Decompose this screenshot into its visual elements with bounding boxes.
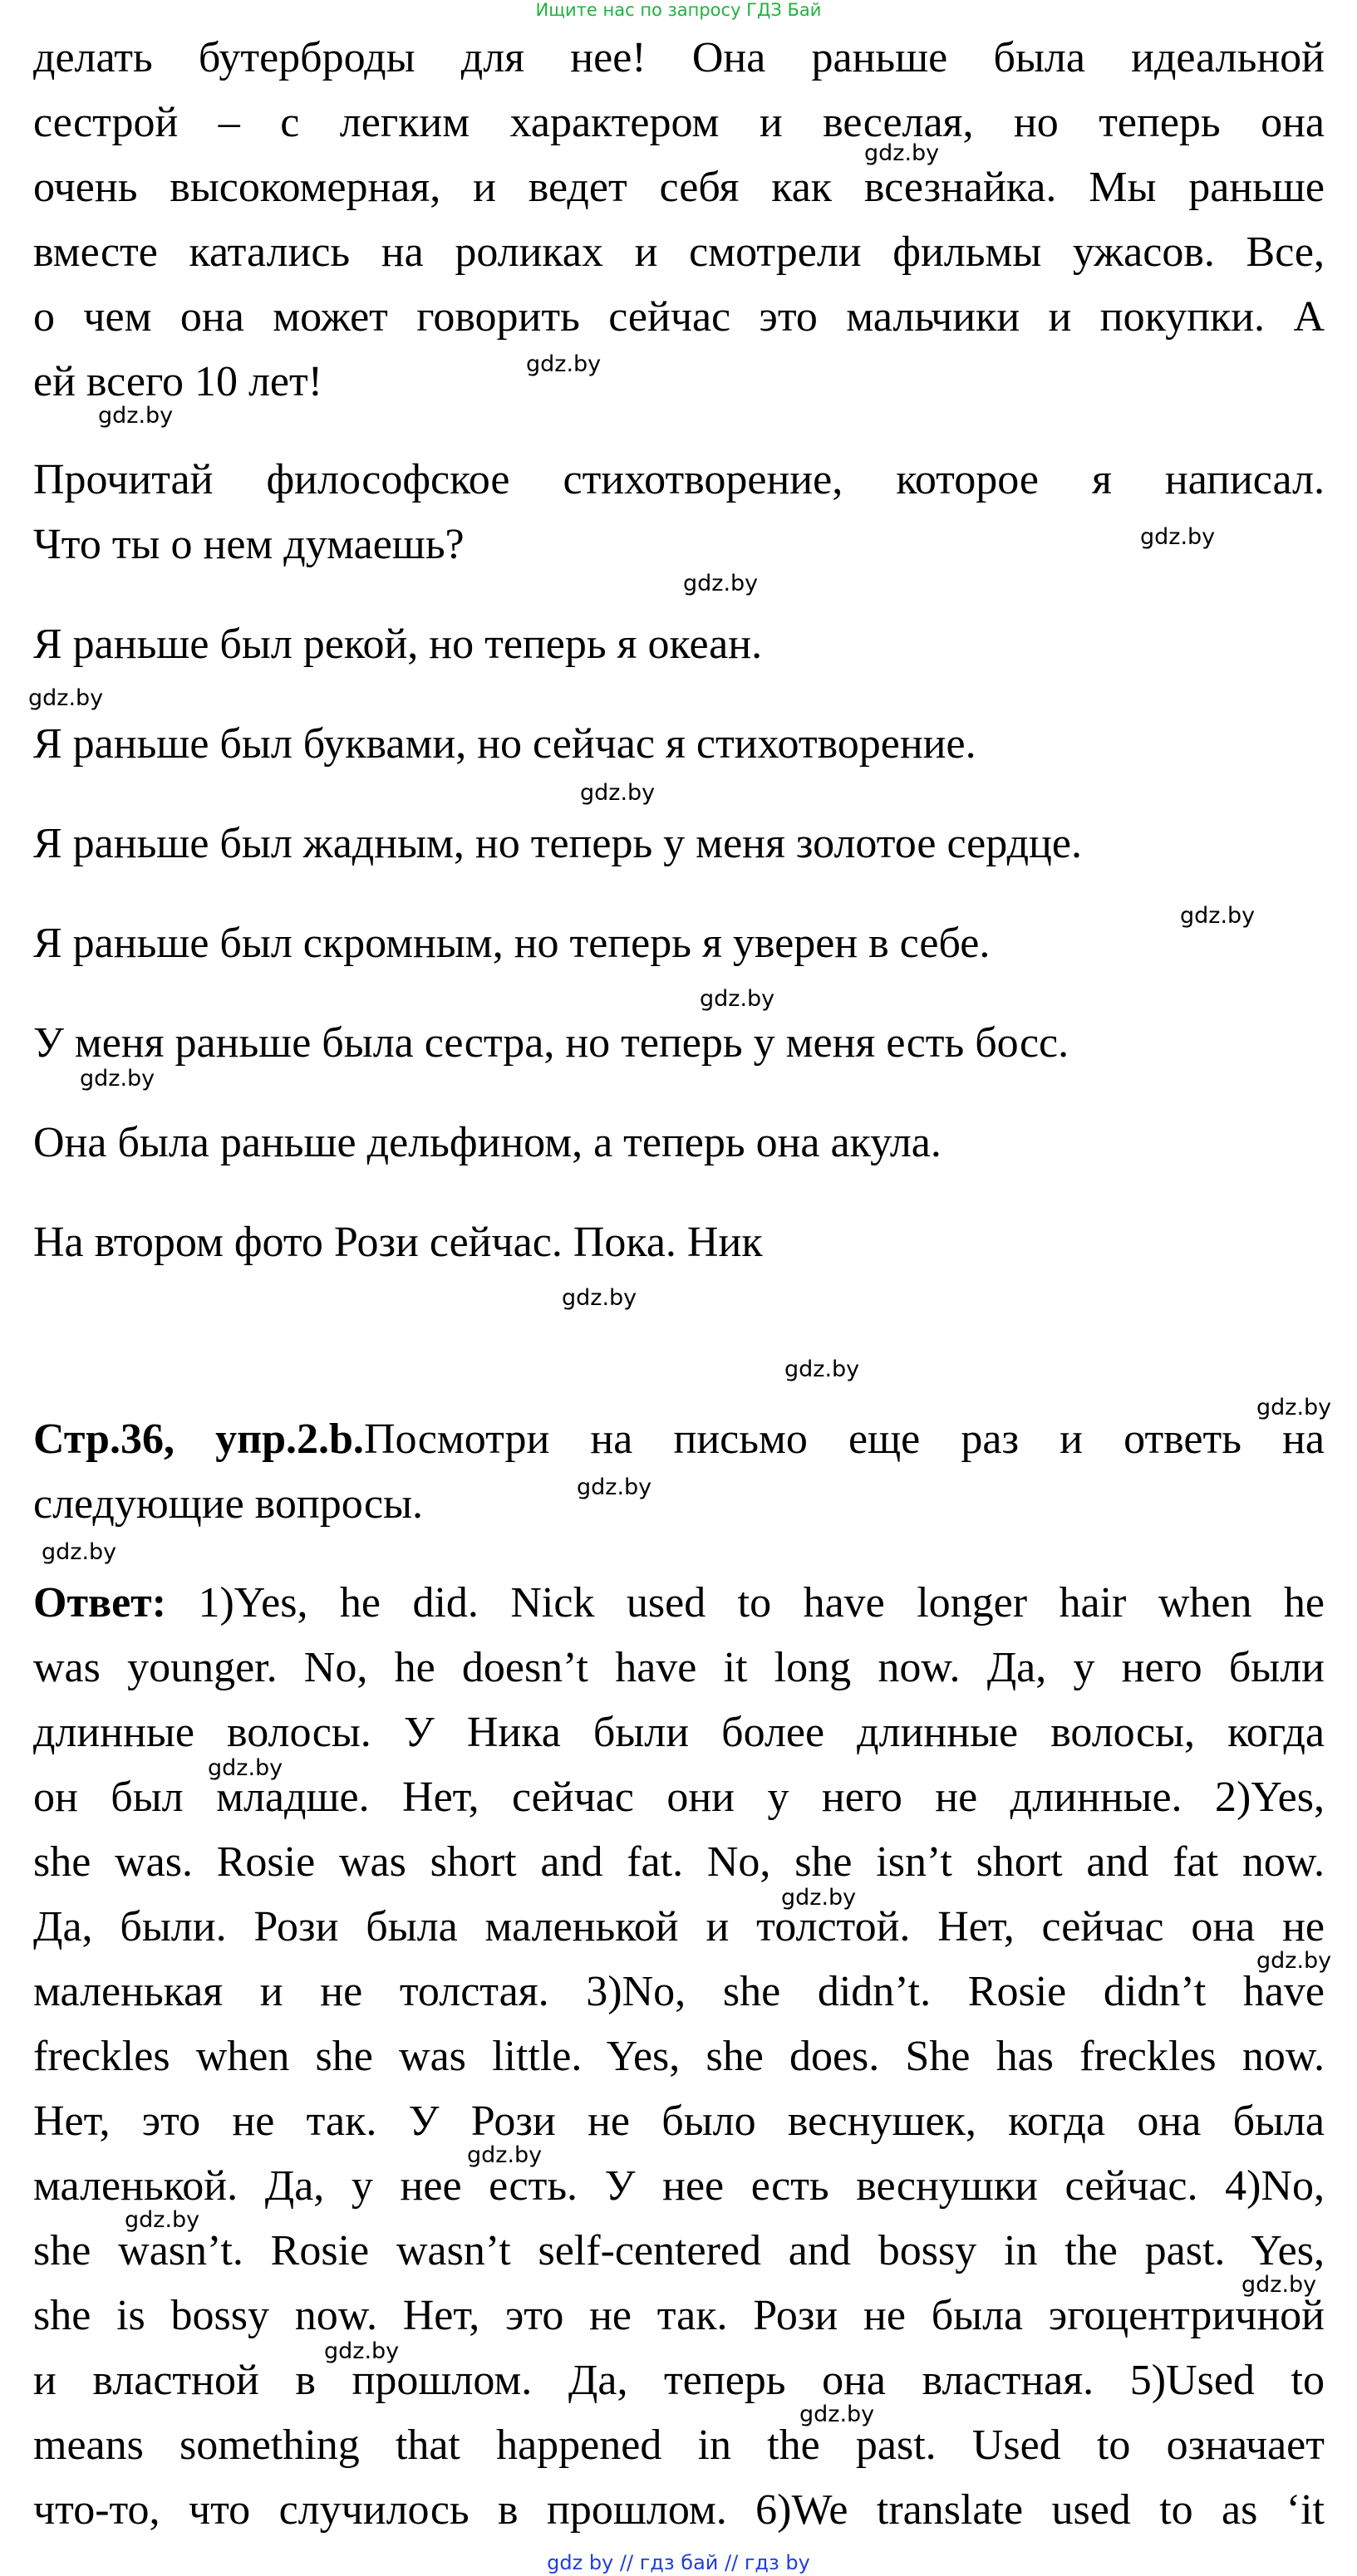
letter-line: ей всего 10 лет! <box>33 358 323 405</box>
poem-line: Я раньше был буквами, но сейчас я стихотворение. <box>33 720 976 768</box>
watermark: gdz.by <box>700 986 775 1012</box>
answer-line: он был младше. Нет, сейчас они у него не длинные. 2)Yes, <box>33 1774 1325 1821</box>
page-header: Ищите нас по запросу ГДЗ Бай <box>535 0 822 20</box>
letter-line: сестрой – с легким характером и веселая, но теперь она <box>33 99 1325 146</box>
watermark: gdz.by <box>80 1066 155 1092</box>
watermark: gdz.by <box>1140 524 1216 550</box>
watermark: gdz.by <box>1241 2272 1317 2298</box>
watermark: gdz.by <box>562 1285 637 1311</box>
letter-line: делать бутерброды для нее! Она раньше была идеальной <box>33 34 1325 81</box>
answer-line: freckles when she was little. Yes, she does. She has freckles now. <box>33 2033 1325 2080</box>
answer-line: маленькой. Да, у нее есть. У нее есть веснушки сейчас. 4)No, <box>33 2162 1325 2210</box>
watermark: gdz.by <box>864 140 940 166</box>
answer-line: маленькая и не толстая. 3)No, she didn’t. Rosie didn’t have <box>33 1968 1325 2015</box>
poem-line: Она была раньше дельфином, а теперь она акула. <box>33 1119 942 1166</box>
answer-line: Нет, это не так. У Рози не было веснушек, когда она была <box>33 2098 1325 2145</box>
page-footer: gdz by // гдз бай // гдз by <box>547 2551 810 2574</box>
answer-line: was younger. No, he doesn’t have it long now. Да, у него были <box>33 1644 1325 1691</box>
watermark: gdz.by <box>208 1755 283 1781</box>
watermark: gdz.by <box>324 2338 400 2364</box>
watermark: gdz.by <box>577 1474 652 1500</box>
answer-text: 1)Yes, he did. Nick used to have longer hair when he <box>166 1579 1325 1627</box>
watermark: gdz.by <box>683 571 759 596</box>
watermark: gdz.by <box>784 1357 860 1382</box>
watermark: gdz.by <box>467 2142 543 2168</box>
poem-line: Я раньше был рекой, но теперь я океан. <box>33 621 763 668</box>
watermark: gdz.by <box>28 685 104 711</box>
poem-signature: На втором фото Рози сейчас. Пока. Ник <box>33 1219 763 1266</box>
poem-line: Я раньше был жадным, но теперь у меня золотое сердце. <box>33 820 1082 867</box>
answer-line: длинные волосы. У Ника были более длинные волосы, когда <box>33 1709 1325 1756</box>
watermark: gdz.by <box>98 403 174 429</box>
watermark: gdz.by <box>580 780 656 806</box>
poem-intro-line: Что ты о нем думаешь? <box>33 521 465 568</box>
watermark: gdz.by <box>781 1885 857 1911</box>
task-line: следующие вопросы. <box>33 1480 424 1528</box>
watermark: gdz.by <box>125 2207 200 2233</box>
answer-line: и властной в прошлом. Да, теперь она властная. 5)Used to <box>33 2357 1325 2404</box>
watermark: gdz.by <box>1180 903 1256 929</box>
answer-label: Ответ: <box>33 1579 167 1627</box>
poem-line: Я раньше был скромным, но теперь я уверен в себе. <box>33 920 991 967</box>
task-line <box>33 1407 1325 1472</box>
watermark: gdz.by <box>1256 1395 1332 1420</box>
poem-intro-line: Прочитай философское стихотворение, которое я написал. <box>33 456 1325 503</box>
answer-line: she was. Rosie was short and fat. No, she isn’t short and fat now. <box>33 1838 1325 1886</box>
watermark: gdz.by <box>799 2402 875 2427</box>
watermark: gdz.by <box>526 351 602 377</box>
letter-line: вместе катались на роликах и смотрели фильмы ужасов. Все, <box>33 228 1325 276</box>
answer-line <box>33 1571 1325 1636</box>
task-label: Стр.36, упр.2.b. <box>33 1416 364 1463</box>
answer-line: means something that happened in the past. Used to означает <box>33 2421 1325 2469</box>
answer-line: she wasn’t. Rosie wasn’t self-centered and bossy in the past. Yes, <box>33 2227 1325 2274</box>
answer-line: Да, были. Рози была маленькой и толстой. Нет, сейчас она не <box>33 1903 1325 1950</box>
letter-line: о чем она может говорить сейчас это мальчики и покупки. А <box>33 293 1325 341</box>
poem-line: У меня раньше была сестра, но теперь у меня есть босс. <box>33 1019 1069 1067</box>
watermark: gdz.by <box>1256 1948 1332 1974</box>
answer-line: что-то, что случилось в прошлом. 6)We translate used to as ‘it <box>33 2486 1325 2534</box>
task-text: Посмотри на письмо еще раз и ответь на <box>363 1416 1325 1463</box>
watermark: gdz.by <box>42 1539 117 1565</box>
letter-line: очень высокомерная, и ведет себя как всезнайка. Мы раньше <box>33 164 1325 211</box>
answer-line: she is bossy now. Нет, это не так. Рози не была эгоцентричной <box>33 2292 1325 2339</box>
